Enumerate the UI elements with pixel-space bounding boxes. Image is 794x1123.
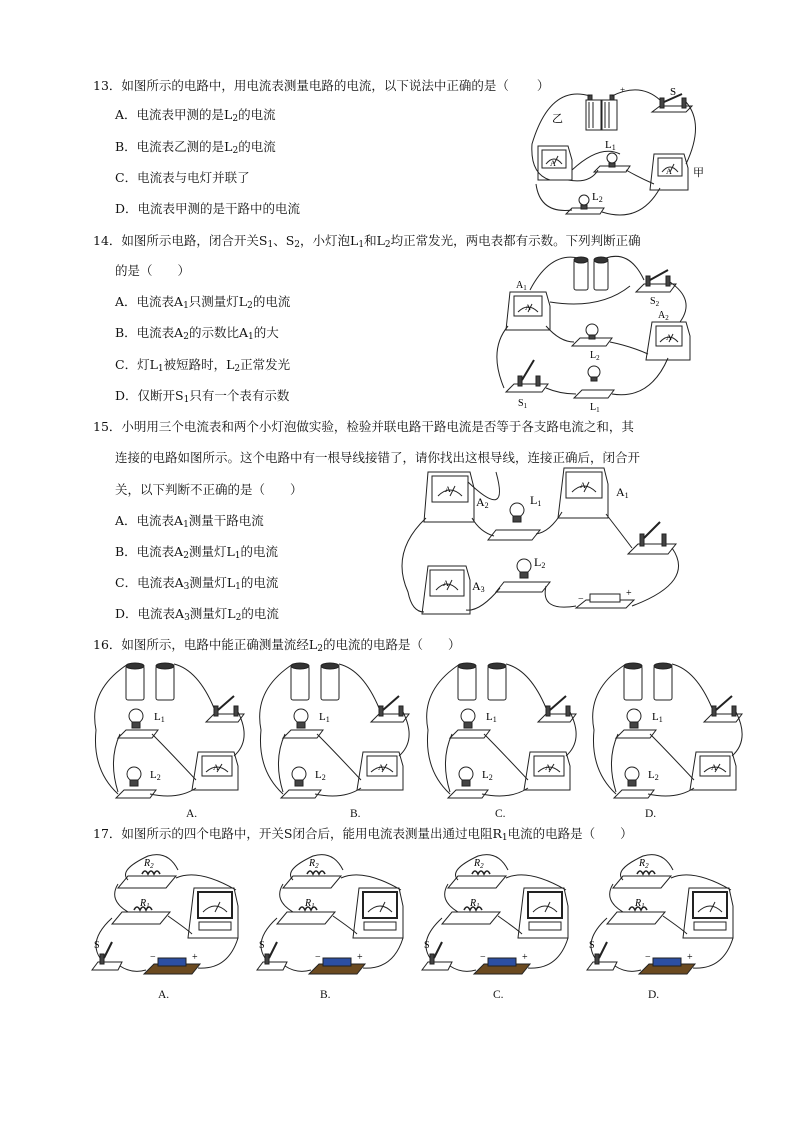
q15-circuit-figure [400,462,700,622]
q17-c-s: S [424,940,430,951]
q16-a-l1: L1 [154,711,165,724]
q17-a-minus: − [150,952,156,963]
q13-fig-l2-label: L2 [592,191,603,204]
q17-d-plus: + [687,952,693,963]
q14-fig-l1-label: $L_1$ [590,402,600,414]
q13-option-c[interactable]: C．电流表与电灯并联了 [115,170,250,185]
q13-option-b[interactable]: B．电流表乙测的是$L_2$的电流 [115,139,276,156]
q13-option-d[interactable]: D．电流表甲测的是干路中的电流 [115,201,301,216]
q17-c-r1: $R_1$ [470,898,480,910]
q14-fig-s1-label: $S_1$ [518,398,528,410]
q15-stem-line2: 连接的电路如图所示。这个电路中有一根导线接错了，请你找出这根导线，连接正确后，闭合开 [115,450,641,465]
q13-stem: 13．如图所示的电路中，用电流表测量电路的电流，以下说法中正确的是（ ） [93,78,550,93]
q17-b-s: S [259,940,265,951]
q16-caption-b[interactable]: B. [350,808,361,820]
q15-option-d[interactable]: D．电流表$A_3$测量灯$L_2$的电流 [115,606,279,623]
q17-b-r1: $R_1$ [305,898,315,910]
q16-caption-d[interactable]: D. [645,808,657,820]
q13-fig-switch-label: S [670,86,677,98]
q14-circuit-figure [490,250,700,415]
q17-caption-d[interactable]: D. [648,989,660,1001]
q13-fig-jia-label: 甲 [693,167,704,179]
q17-d-minus: − [645,952,651,963]
q16-d-meter: A [711,763,717,772]
q13-circuit-figure [510,84,710,229]
q14-fig-meter-a1: A [525,303,531,312]
q13-fig-yi-label: 乙 [552,113,563,125]
q15-fig-a3-label: A3 [472,579,485,594]
q17-a-r2: $R_2$ [144,858,154,870]
q14-stem-line2: 的是（ ） [115,263,191,278]
q14-fig-a2-label: $A_2$ [658,310,669,322]
q17-b-plus: + [357,952,363,963]
q15-option-c[interactable]: C．电流表$A_3$测量灯$L_1$的电流 [115,575,279,592]
q16-a-l2: L2 [150,769,161,782]
q15-option-b[interactable]: B．电流表$A_2$测量灯$L_1$的电流 [115,544,279,561]
q16-stem: 16．如图所示，电路中能正确测量流经$L_2$的电流的电路是（ ） [93,637,461,654]
q15-stem-line3: 关，以下判断不正确的是（ ） [115,482,303,497]
q17-d-s: S [589,940,595,951]
q15-option-a[interactable]: A．电流表$A_1$测量干路电流 [115,513,264,530]
q16-b-meter: A [378,763,384,772]
q17-a-s: S [94,940,100,951]
q15-fig-plus: + [626,588,632,599]
q17-b-minus: − [315,952,321,963]
q16-caption-a[interactable]: A. [186,808,198,820]
q17-d-r1: $R_1$ [635,898,645,910]
q14-fig-l2-label: $L_2$ [590,350,600,362]
q15-fig-meter-a2: A [445,485,451,494]
q16-b-l1: L1 [319,711,330,724]
q16-c-meter: A [545,763,551,772]
q14-option-d[interactable]: D．仅断开$S_1$只有一个表有示数 [115,388,290,405]
q17-d-r2: $R_2$ [639,858,649,870]
q15-fig-meter-a3: A [443,579,449,588]
q14-option-b[interactable]: B．电流表$A_2$的示数比$A_1$的大 [115,325,279,342]
q17-c-plus: + [522,952,528,963]
q14-fig-meter-a2: A [666,333,672,342]
q16-c-l2: L2 [482,769,493,782]
q16-b-l2: L2 [315,769,326,782]
q17-caption-a[interactable]: A. [158,989,170,1001]
q15-fig-l1-label: L1 [530,493,542,508]
q16-d-l2: L2 [648,769,659,782]
q17-a-plus: + [192,952,198,963]
q17-c-r2: $R_2$ [474,858,484,870]
q17-a-r1: $R_1$ [140,898,150,910]
q15-fig-meter-a1: A [580,481,586,490]
q17-circuits-figure [88,850,748,985]
q15-fig-a1-label: A1 [616,485,629,500]
q13-fig-meter-yi: A [550,159,556,168]
q17-stem: 17．如图所示的四个电路中，开关S闭合后，能用电流表测量出通过电阻$R_1$电流的电路是（ ） [93,826,633,843]
q17-c-minus: − [480,952,486,963]
q17-b-r2: $R_2$ [309,858,319,870]
q13-fig-meter-jia: A [666,167,672,176]
q14-fig-a1-label: $A_1$ [516,280,527,292]
q16-caption-c[interactable]: C. [495,808,506,820]
q14-stem: 14．如图所示电路，闭合开关$S_1$、$S_2$，小灯泡$L_1$和$L_2$均正常发光，两电表都有示数。下列判断正确 [93,233,641,250]
q16-circuits-figure [88,660,748,810]
q13-fig-l1-label: L1 [605,139,616,152]
q16-c-l1: L1 [486,711,497,724]
q13-fig-plus: + [620,85,626,95]
q14-option-c[interactable]: C．灯$L_1$被短路时，$L_2$正常发光 [115,357,291,374]
q17-caption-b[interactable]: B. [320,989,331,1001]
q15-fig-l2-label: L2 [534,555,546,570]
q17-caption-c[interactable]: C. [493,989,504,1001]
q14-option-a[interactable]: A．电流表$A_1$只测量灯$L_2$的电流 [115,294,291,311]
q15-stem-line1: 15．小明用三个电流表和两个小灯泡做实验，检验并联电路干路电流是否等于各支路电流之和，其 [93,419,634,434]
q15-fig-minus: − [578,594,584,605]
q16-d-l1: L1 [652,711,663,724]
q15-fig-a2-label: A2 [476,495,489,510]
q16-a-meter: A [213,763,219,772]
q14-fig-s2-label: $S_2$ [650,296,660,308]
q13-option-a[interactable]: A．电流表甲测的是$L_2$的电流 [115,107,276,124]
